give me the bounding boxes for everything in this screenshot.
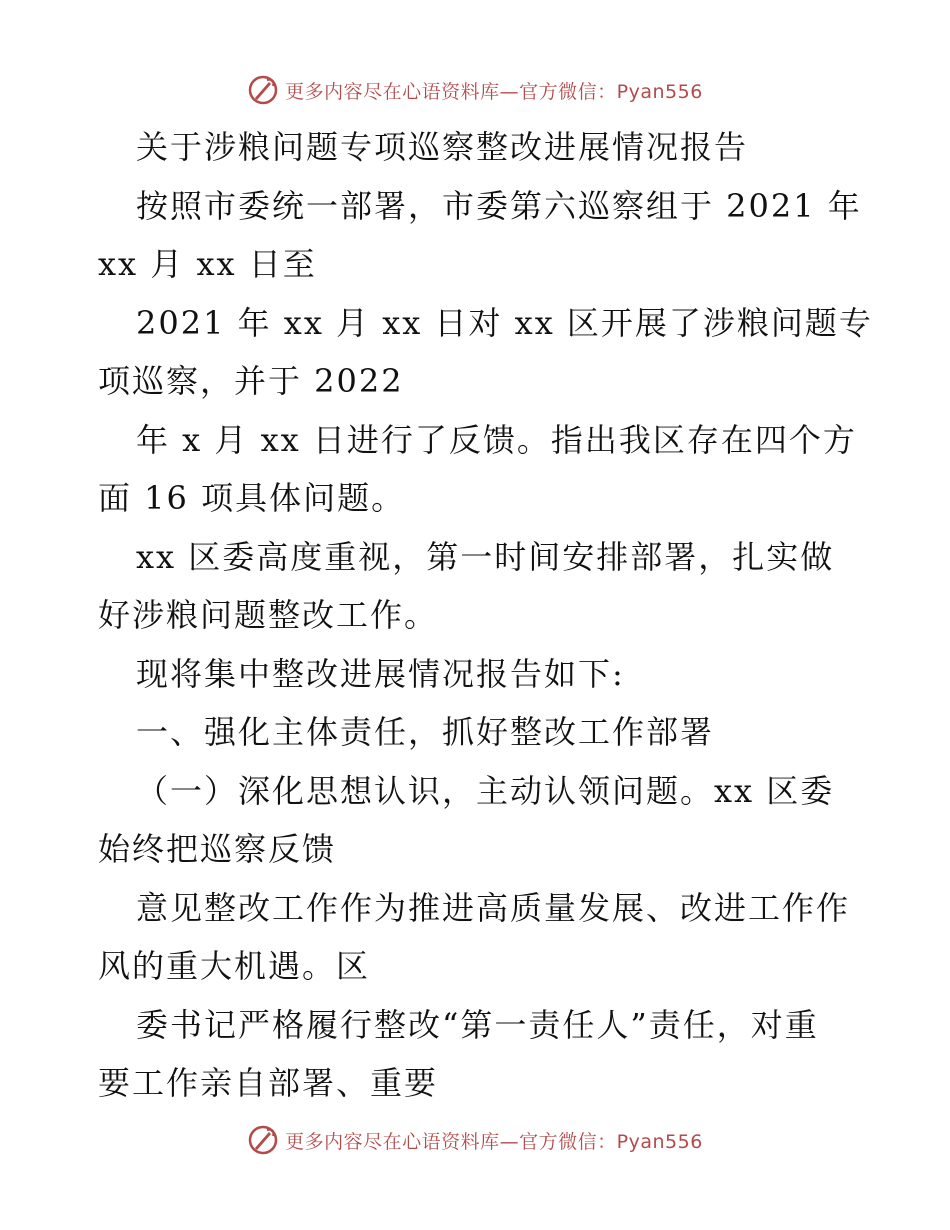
document-title: 关于涉粮问题专项巡察整改进展情况报告 xyxy=(136,128,749,166)
paragraph-line: 要工作亲自部署、重要 xyxy=(98,1064,439,1102)
quill-logo-icon xyxy=(247,1124,279,1156)
paragraph-line: 好涉粮问题整改工作。 xyxy=(98,596,439,634)
header-banner-text: 更多内容尽在心语资料库—官方微信：Pyan556 xyxy=(285,80,703,103)
section-heading: 一、强化主体责任，抓好整改工作部署 xyxy=(136,713,715,751)
footer-watermark-banner xyxy=(0,1120,950,1160)
paragraph-line: 按照市委统一部署，市委第六巡察组于 2021 年 xyxy=(136,186,862,225)
paragraph-line: 现将集中整改进展情况报告如下: xyxy=(136,654,625,693)
quill-logo-icon xyxy=(247,74,279,106)
subsection-heading: （一）深化思想认识，主动认领问题。xx 区委 xyxy=(136,771,835,810)
paragraph-line: xx 月 xx 日至 xyxy=(98,245,317,283)
footer-banner-text: 更多内容尽在心语资料库—官方微信：Pyan556 xyxy=(285,1130,703,1153)
document-body xyxy=(98,118,873,1113)
header-watermark-banner xyxy=(0,70,950,110)
paragraph-line: 年 x 月 xx 日进行了反馈。指出我区存在四个方 xyxy=(136,420,857,459)
paragraph-line: 委书记严格履行整改“第一责任人”责任，对重 xyxy=(136,1005,819,1044)
paragraph-line: 始终把巡察反馈 xyxy=(98,830,337,868)
paragraph-line: 意见整改工作作为推进高质量发展、改进工作作 xyxy=(136,888,851,927)
paragraph-line: 面 16 项具体问题。 xyxy=(98,479,406,517)
paragraph-line: 2021 年 xx 月 xx 日对 xx 区开展了涉粮问题专 xyxy=(136,303,873,342)
paragraph-line: 风的重大机遇。区 xyxy=(98,947,371,985)
paragraph-line: 项巡察，并于 2022 xyxy=(98,362,404,400)
paragraph-line: xx 区委高度重视，第一时间安排部署，扎实做 xyxy=(136,537,835,576)
